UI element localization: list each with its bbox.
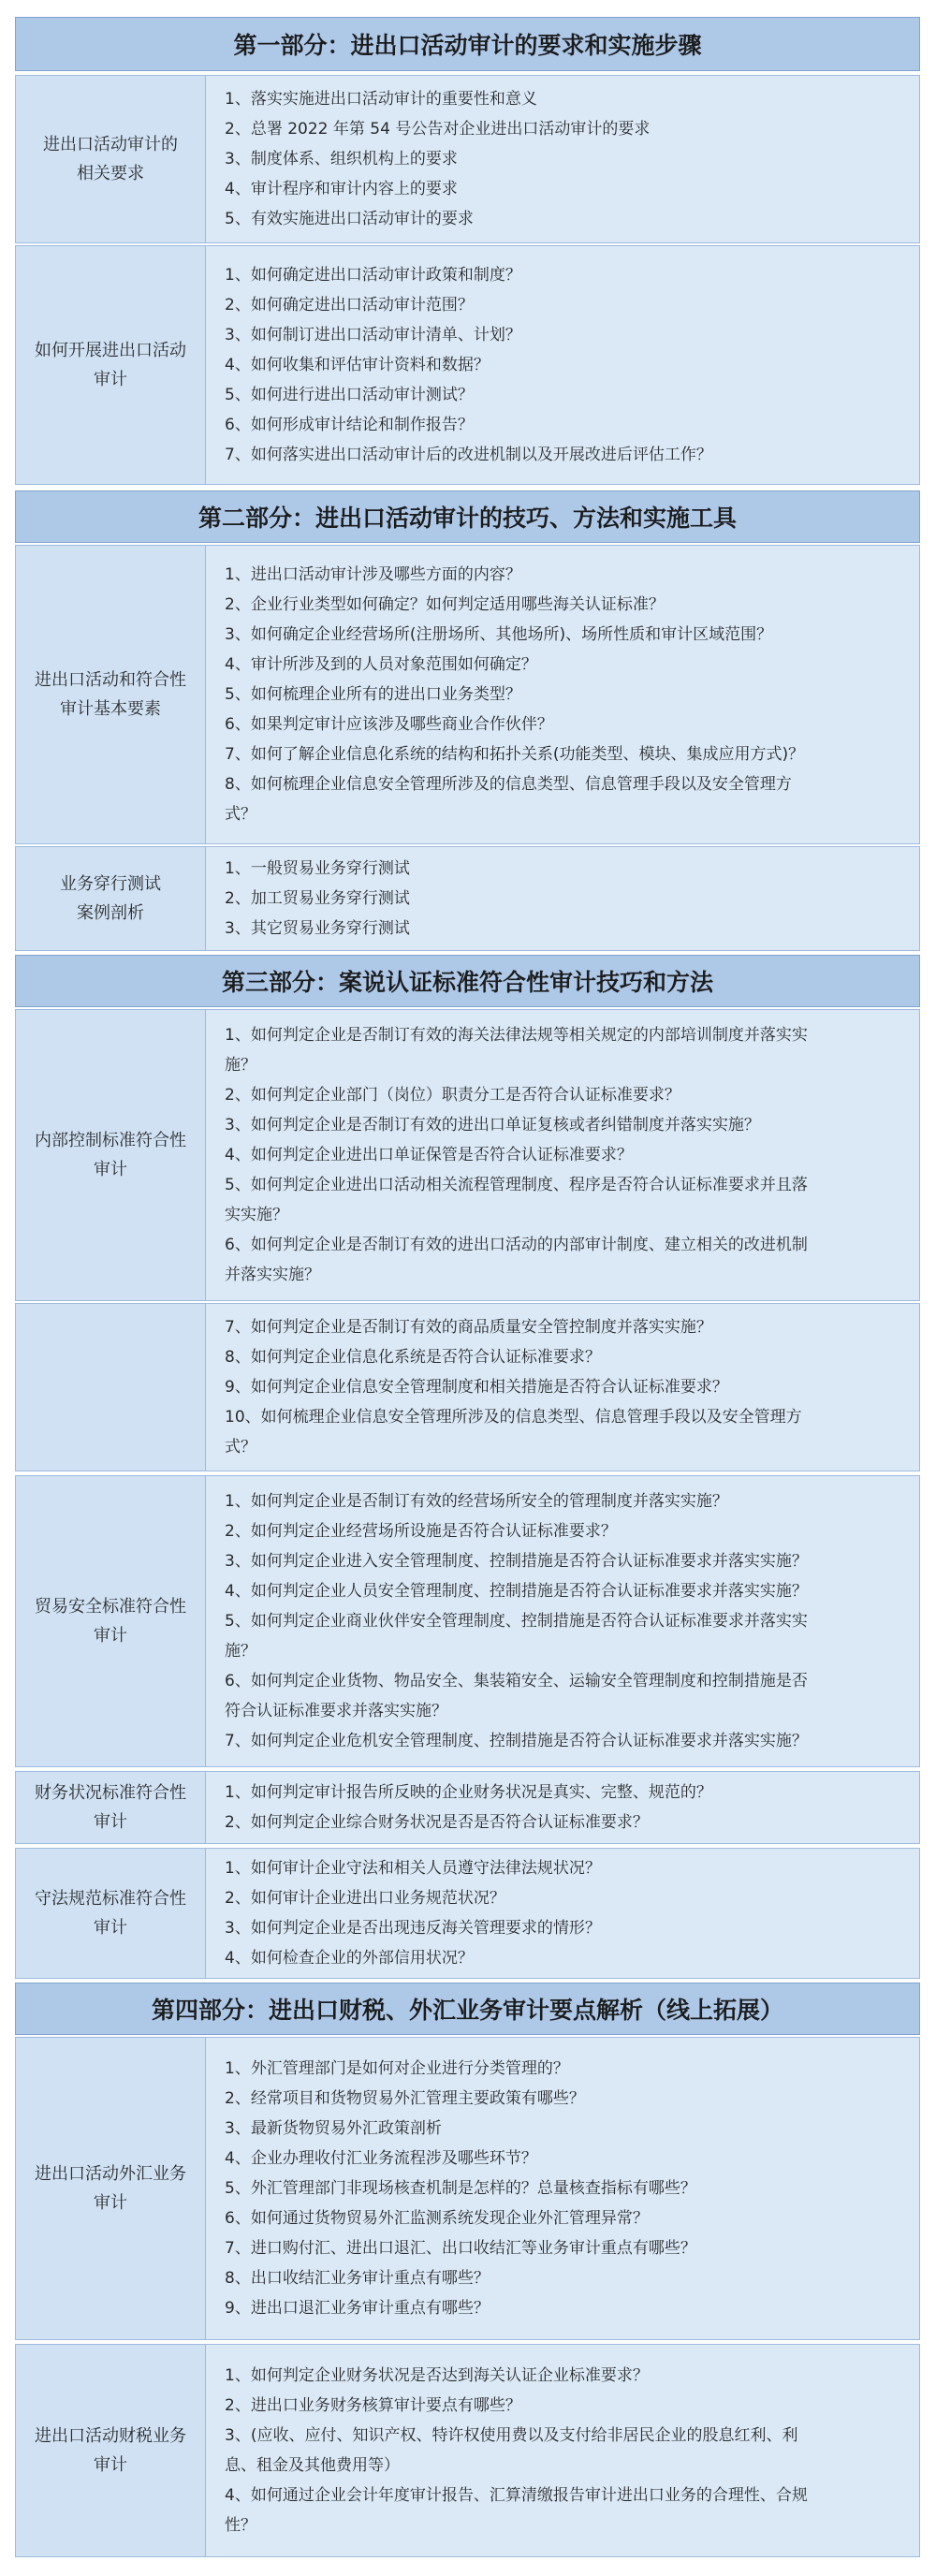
list-item: 2、企业行业类型如何确定？如何判定适用哪些海关认证标准？ xyxy=(225,595,665,614)
row-items-list xyxy=(205,76,919,242)
row-items-list xyxy=(205,1772,919,1843)
list-item: 8、如何梳理企业信息安全管理所涉及的信息类型、信息管理手段以及安全管理方 式？ xyxy=(225,775,792,824)
list-item: 6、如果判定审计应该涉及哪些商业合作伙伴？ xyxy=(225,715,553,734)
list-item: 4、如何判定企业人员安全管理制度、控制措施是否符合认证标准要求并落实实施？ xyxy=(225,1582,808,1601)
list-item: 1、如何审计企业守法和相关人员遵守法律法规状况？ xyxy=(225,1859,601,1878)
section-3-title: 第三部分：案说认证标准符合性审计技巧和方法 xyxy=(15,955,920,1007)
list-item: 6、如何判定企业是否制订有效的进出口活动的内部审计制度、建立相关的改进机制 并落实实施？ xyxy=(225,1236,808,1284)
list-item: 7、进口购付汇、进出口退汇、出口收结汇等业务审计重点有哪些？ xyxy=(225,2239,696,2258)
list-item: 5、外汇管理部门非现场核查机制是怎样的？总量核查指标有哪些？ xyxy=(225,2179,696,2198)
table-row xyxy=(15,2037,920,2340)
row-category-label: 守法规范标准符合性 审计 xyxy=(35,1888,186,1938)
list-item: 3、如何确定企业经营场所(注册场所、其他场所)、场所性质和审计区域范围？ xyxy=(225,625,773,644)
list-item: 2、如何确定进出口活动审计范围？ xyxy=(225,296,474,315)
list-item: 7、如何落实进出口活动审计后的改进机制以及开展改进后评估工作？ xyxy=(225,446,712,464)
list-item: 2、总署 2022 年第 54 号公告对企业进出口活动审计的要求 xyxy=(225,120,651,139)
list-item: 2、如何判定企业综合财务状况是否是否符合认证标准要求？ xyxy=(225,1813,649,1832)
row-items-list xyxy=(205,246,919,484)
table-row xyxy=(15,1009,920,1301)
list-item: 5、如何进行进出口活动审计测试？ xyxy=(225,386,474,404)
list-item: 3、(应收、应付、知识产权、特许权使用费以及支付给非居民企业的股息红利、利 息、租金及其他费用等） xyxy=(225,2426,798,2475)
list-item: 7、如何判定企业是否制订有效的商品质量安全管控制度并落实实施？ xyxy=(225,1318,712,1337)
row-items-list xyxy=(205,847,919,950)
table-row xyxy=(15,2344,920,2557)
list-item: 7、如何判定企业危机安全管理制度、控制措施是否符合认证标准要求并落实实施？ xyxy=(225,1732,808,1750)
list-item: 4、审计程序和审计内容上的要求 xyxy=(225,180,458,198)
list-item: 9、如何判定企业信息安全管理制度和相关措施是否符合认证标准要求？ xyxy=(225,1378,728,1397)
section-2-title: 第二部分：进出口活动审计的技巧、方法和实施工具 xyxy=(15,490,920,543)
list-item: 6、如何形成审计结论和制作报告？ xyxy=(225,416,474,434)
list-item: 1、一般贸易业务穿行测试 xyxy=(225,859,410,878)
list-item: 4、如何通过企业会计年度审计报告、汇算清缴报告审计进出口业务的合理性、合规 性？ xyxy=(225,2486,808,2535)
list-item: 4、如何判定企业进出口单证保管是否符合认证标准要求？ xyxy=(225,1146,633,1164)
list-item: 2、经常项目和货物贸易外汇管理主要政策有哪些？ xyxy=(225,2089,585,2108)
list-item: 2、如何判定企业部门（岗位）职责分工是否符合认证标准要求？ xyxy=(225,1086,680,1105)
list-item: 7、如何了解企业信息化系统的结构和拓扑关系(功能类型、模块、集成应用方式)？ xyxy=(225,745,805,764)
row-category-label: 进出口活动外汇业务 审计 xyxy=(35,2163,186,2213)
list-item: 6、如何判定企业货物、物品安全、集装箱安全、运输安全管理制度和控制措施是否 符合认证标准要求并落实实施？ xyxy=(225,1672,808,1720)
list-item: 1、进出口活动审计涉及哪些方面的内容？ xyxy=(225,565,521,584)
list-item: 1、如何判定企业财务状况是否达到海关认证企业标准要求？ xyxy=(225,2366,649,2385)
row-category-label: 贸易安全标准符合性 审计 xyxy=(35,1596,186,1646)
list-item: 2、如何审计企业进出口业务规范状况？ xyxy=(225,1889,505,1908)
list-item: 4、如何收集和评估审计资料和数据？ xyxy=(225,356,490,374)
row-items-list xyxy=(205,2345,919,2556)
list-item: 1、如何确定进出口活动审计政策和制度？ xyxy=(225,266,521,285)
list-item: 3、如何判定企业是否出现违反海关管理要求的情形？ xyxy=(225,1919,601,1938)
list-item: 5、如何判定企业进出口活动相关流程管理制度、程序是否符合认证标准要求并且落 实实施？ xyxy=(225,1176,808,1224)
list-item: 4、审计所涉及到的人员对象范围如何确定？ xyxy=(225,655,537,674)
list-item: 1、如何判定企业是否制订有效的海关法律法规等相关规定的内部培训制度并落实实 施？ xyxy=(225,1026,808,1075)
row-category-label: 如何开展进出口活动 审计 xyxy=(35,340,186,389)
table-row xyxy=(15,1848,920,1979)
table-row xyxy=(15,846,920,951)
row-category-label: 进出口活动和符合性 审计基本要素 xyxy=(35,669,186,719)
row-items-list xyxy=(205,1010,919,1300)
row-category-label: 内部控制标准符合性 审计 xyxy=(35,1130,186,1179)
list-item: 6、如何通过货物贸易外汇监测系统发现企业外汇管理异常？ xyxy=(225,2209,649,2228)
list-item: 5、如何梳理企业所有的进出口业务类型？ xyxy=(225,685,521,704)
list-item: 4、如何检查企业的外部信用状况？ xyxy=(225,1949,474,1968)
section-4-title: 第四部分：进出口财税、外汇业务审计要点解析（线上拓展） xyxy=(15,1983,920,2035)
row-items-list xyxy=(205,1849,919,1978)
row-items-list xyxy=(205,2038,919,2339)
table-row xyxy=(15,1475,920,1767)
row-category-label: 财务状况标准符合性 审计 xyxy=(35,1782,186,1832)
table-row xyxy=(15,1303,920,1471)
list-item: 3、如何制订进出口活动审计清单、计划？ xyxy=(225,326,521,344)
list-item: 2、如何判定企业经营场所设施是否符合认证标准要求？ xyxy=(225,1522,617,1541)
table-row xyxy=(15,245,920,485)
row-items-list xyxy=(205,1476,919,1766)
row-items-list xyxy=(205,546,919,843)
list-item: 3、制度体系、组织机构上的要求 xyxy=(225,150,458,168)
table-row xyxy=(15,1771,920,1844)
section-1-title: 第一部分：进出口活动审计的要求和实施步骤 xyxy=(15,17,920,71)
list-item: 9、进出口退汇业务审计重点有哪些？ xyxy=(225,2299,490,2318)
list-item: 10、如何梳理企业信息安全管理所涉及的信息类型、信息管理手段以及安全管理方 式？ xyxy=(225,1408,802,1456)
list-item: 8、如何判定企业信息化系统是否符合认证标准要求？ xyxy=(225,1348,601,1367)
list-item: 1、落实实施进出口活动审计的重要性和意义 xyxy=(225,90,537,109)
list-item: 1、外汇管理部门是如何对企业进行分类管理的？ xyxy=(225,2059,569,2078)
list-item: 5、如何判定企业商业伙伴安全管理制度、控制措施是否符合认证标准要求并落实实 施？ xyxy=(225,1612,808,1661)
list-item: 1、如何判定企业是否制订有效的经营场所安全的管理制度并落实实施？ xyxy=(225,1492,728,1511)
list-item: 3、如何判定企业进入安全管理制度、控制措施是否符合认证标准要求并落实实施？ xyxy=(225,1552,808,1571)
list-item: 8、出口收结汇业务审计重点有哪些？ xyxy=(225,2269,490,2288)
list-item: 3、如何判定企业是否制订有效的进出口单证复核或者纠错制度并落实实施？ xyxy=(225,1116,760,1134)
list-item: 2、加工贸易业务穿行测试 xyxy=(225,889,410,908)
list-item: 3、其它贸易业务穿行测试 xyxy=(225,919,410,938)
table-row xyxy=(15,75,920,243)
row-items-list xyxy=(205,1304,919,1471)
list-item: 5、有效实施进出口活动审计的要求 xyxy=(225,210,474,228)
list-item: 1、如何判定审计报告所反映的企业财务状况是真实、完整、规范的？ xyxy=(225,1783,712,1802)
row-category-label: 业务穿行测试 案例剖析 xyxy=(60,873,161,923)
row-category-label: 进出口活动审计的 相关要求 xyxy=(43,134,178,183)
row-category-label xyxy=(16,1304,205,1471)
row-category-label: 进出口活动财税业务 审计 xyxy=(35,2425,186,2475)
list-item: 4、企业办理收付汇业务流程涉及哪些环节？ xyxy=(225,2149,537,2168)
list-item: 2、进出口业务财务核算审计要点有哪些？ xyxy=(225,2396,521,2415)
list-item: 3、最新货物贸易外汇政策剖析 xyxy=(225,2119,442,2138)
table-row xyxy=(15,545,920,844)
